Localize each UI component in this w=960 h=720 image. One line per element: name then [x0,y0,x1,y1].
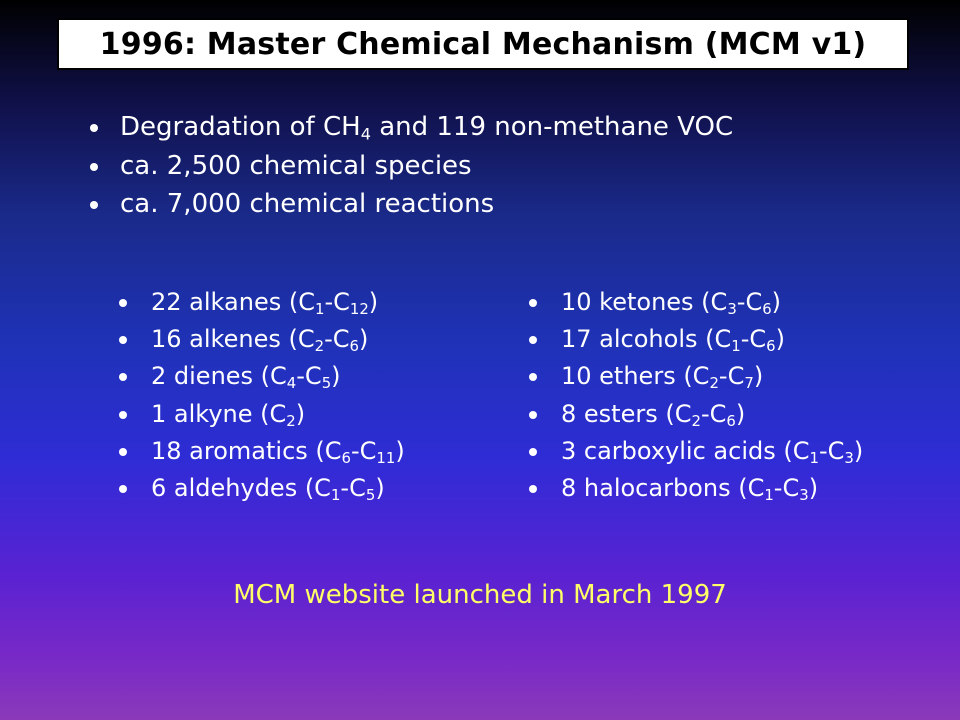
voc-class-item: 2 dienes $(C_4-C_5)$ [119,358,405,395]
bullet-dot-icon [529,485,537,493]
main-bullet-item: ca. 2,500 chemical species [90,147,733,186]
voc-class-item: 10 ethers $(C_2-C_7)$ [529,358,863,395]
bullet-dot-icon [529,299,537,307]
voc-class-item: 1 alkyne $(C_2)$ [119,396,405,433]
bullet-dot-icon [119,448,127,456]
main-bullet-item: Degradation of $CH_4$ and 119 non-methane VOC [90,108,733,147]
main-bullet-list [90,108,733,224]
voc-class-item: 3 carboxylic acids $(C_1-C_3)$ [529,433,863,470]
bullet-dot-icon [529,336,537,344]
footer-note: MCM website launched in March 1997 [233,580,727,610]
voc-class-item: 6 aldehydes $(C_1-C_5)$ [119,470,405,507]
voc-class-item: 8 halocarbons $(C_1-C_3)$ [529,470,863,507]
bullet-dot-icon [119,485,127,493]
bullet-dot-icon [119,373,127,381]
voc-classes-right-list [529,284,863,507]
slide-title: 1996: Master Chemical Mechanism (MCM v1) [99,26,867,62]
bullet-dot-icon [529,411,537,419]
bullet-dot-icon [119,299,127,307]
bullet-dot-icon [119,411,127,419]
voc-class-item: 8 esters $(C_2-C_6)$ [529,396,863,433]
bullet-dot-icon [119,336,127,344]
voc-class-item: 10 ketones $(C_3-C_6)$ [529,284,863,321]
slide-title-box [57,18,909,70]
bullet-dot-icon [90,201,98,209]
bullet-dot-icon [529,448,537,456]
voc-classes-left-list [119,284,405,507]
voc-class-item: 18 aromatics $(C_6-C_{11})$ [119,433,405,470]
bullet-dot-icon [90,163,98,171]
voc-class-item: 22 alkanes $(C_1-C_{12})$ [119,284,405,321]
main-bullet-item: ca. 7,000 chemical reactions [90,185,733,224]
bullet-dot-icon [529,373,537,381]
voc-class-item: 17 alcohols $(C_1-C_6)$ [529,321,863,358]
bullet-dot-icon [90,124,98,132]
voc-class-item: 16 alkenes $(C_2-C_6)$ [119,321,405,358]
